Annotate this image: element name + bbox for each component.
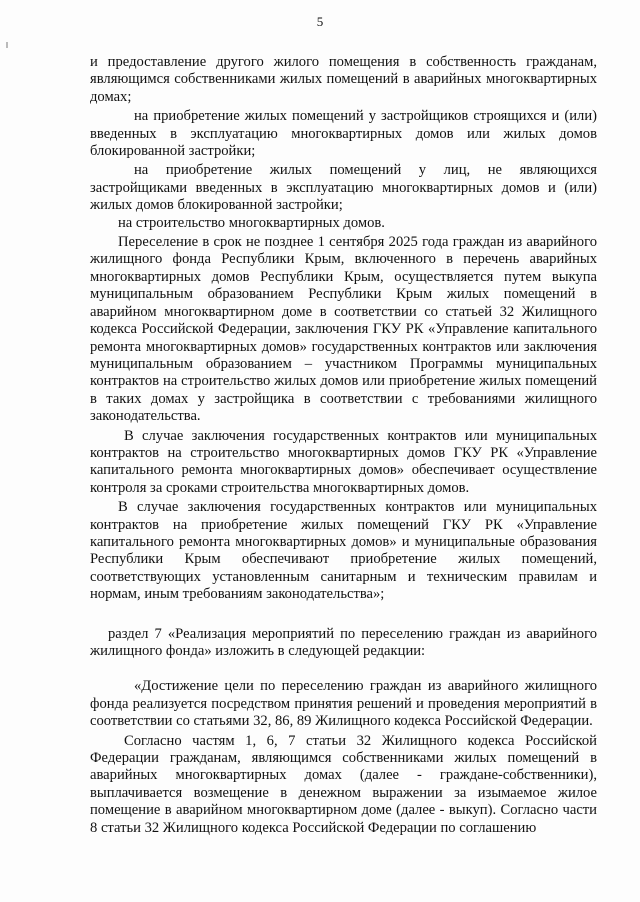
- document-body: [90, 54, 597, 837]
- paragraph-7: В случае заключения государственных контрактов или муниципальных контрактов на приобретение жилых помещений ГКУ РК «Управление капитального ремонта многоквартирных домов» и муниципальные образования Республики Крым обеспечивают приобретение жилых помещений, соответствующих установленным санитарным и техническим правилам и нормам, иным требованиям законодательства»;: [90, 499, 597, 603]
- paragraph-9: «Достижение цели по переселению граждан из аварийного жилищного фонда реализуется посредством принятия решений и проведения мероприятий в соответствии со статьями 32, 86, 89 Жилищного кодекса Российской Федерации.: [90, 678, 597, 730]
- paragraph-6: В случае заключения государственных контрактов или муниципальных контрактов на строительство многоквартирных домов ГКУ РК «Управление капитального ремонта многоквартирных домов» обеспечивает осуществление контроля за сроками строительства многоквартирных домов.: [90, 427, 597, 496]
- paragraph-2: на приобретение жилых помещений у застройщиков строящихся и (или) введенных в эксплуатацию многоквартирных домов или жилых домов блокированной застройки;: [90, 108, 597, 160]
- page-number: 5: [316, 14, 324, 29]
- paragraph-10: Согласно частям 1, 6, 7 статьи 32 Жилищного кодекса Российской Федерации гражданам, являющимся собственниками жилых помещений в аварийных многоквартирных домах (далее - граждане-собственники), выплачивается возмещение в денежном выражении за изымаемое жилое помещение в аварийном многоквартирном доме (далее - выкуп). Согласно части 8 статьи 32 Жилищного кодекса Российской Федерации по соглашению: [90, 732, 597, 836]
- paragraph-1: и предоставление другого жилого помещения в собственность гражданам, являющимся собственниками жилых помещений в аварийных многоквартирных домах;: [90, 54, 597, 105]
- paragraph-3: на приобретение жилых помещений у лиц, не являющихся застройщиками введенных в эксплуатацию многоквартирных домов и (или) жилых домов блокированной застройки;: [90, 162, 597, 214]
- paragraph-8: раздел 7 «Реализация мероприятий по переселению граждан из аварийного жилищного фонда» изложить в следующей редакции:: [90, 625, 597, 659]
- scan-edge-mark: [6, 42, 8, 48]
- paragraph-5: Переселение в срок не позднее 1 сентября 2025 года граждан из аварийного жилищного фонда Республики Крым, включенного в перечень аварийных многоквартирных домов Республики Крым, осуществляется путем выкупа муниципальным образованием Республики Крым жилых помещений в аварийном многоквартирном доме в соответствии со статьей 32 Жилищного кодекса Российской Федерации, заключения ГКУ РК «Управление капитального ремонта многоквартирных домов» государственных контрактов или заключения муниципальным образованием – участником Программы муниципальных контрактов на строительство жилых домов или приобретение жилых помещений в таких домах у застройщика в соответствии с требованиями жилищного законодательства.: [90, 234, 597, 425]
- paragraph-4: на строительство многоквартирных домов.: [118, 214, 385, 231]
